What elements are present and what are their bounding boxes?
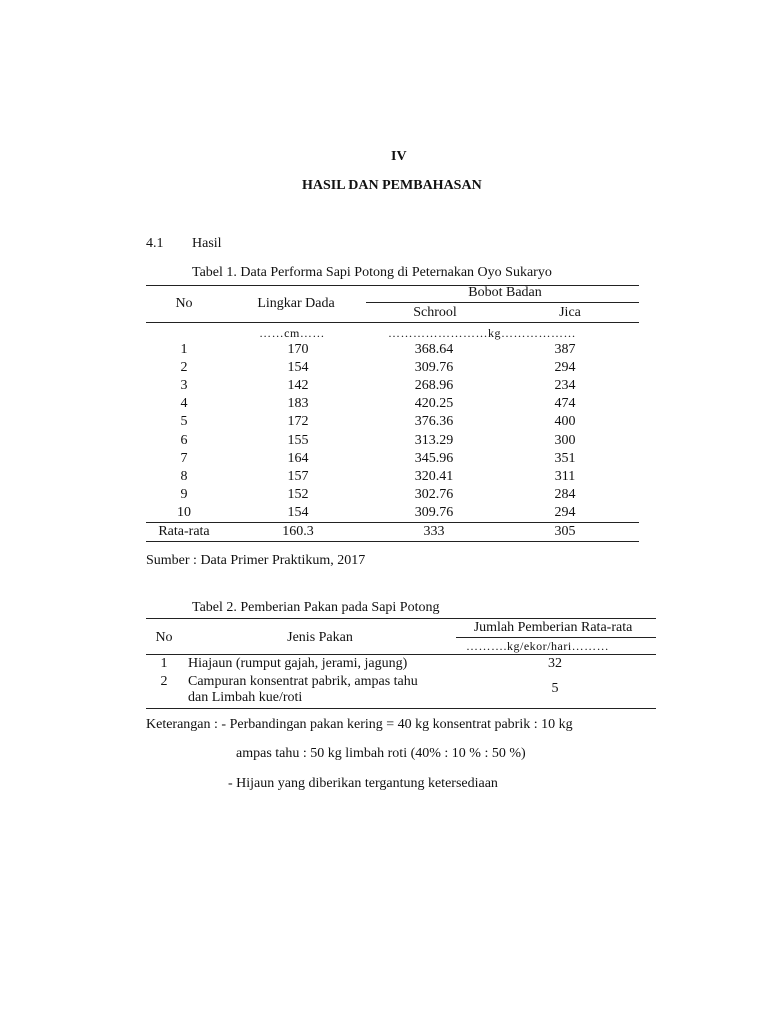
table-1-row-5-no: 5: [180, 414, 188, 429]
table-1-average-label: Rata-rata: [158, 524, 210, 539]
table-1-row-10-schrool: 309.76: [414, 505, 454, 520]
table-1-average-jica: 305: [554, 524, 576, 539]
table-1-header-bobot: Bobot Badan: [468, 285, 542, 300]
table-2-row-1-jenis: Hiajaun (rumput gajah, jerami, jagung): [188, 656, 408, 671]
table-2-row-1-value: 32: [548, 656, 562, 671]
table-2-header-rule: [146, 654, 656, 655]
table-1-header-rule: [146, 322, 639, 323]
table-1-unit-kg: ……………………kg………………: [388, 326, 576, 340]
table-1-row-1-lingkar: 170: [287, 342, 309, 357]
table-1-source: Sumber : Data Primer Praktikum, 2017: [146, 553, 366, 568]
table-2-header-no: No: [155, 630, 173, 645]
section-number: 4.1: [146, 236, 164, 251]
table-2-row-2-no: 2: [160, 674, 168, 689]
table-1-row-6-lingkar: 155: [287, 433, 309, 448]
table-1-row-2-schrool: 309.76: [414, 360, 454, 375]
table-1-row-7-no: 7: [180, 451, 188, 466]
table-2-row-2-value: 5: [551, 681, 559, 696]
table-1-average-schrool: 333: [423, 524, 445, 539]
table-2-header-unit: ……….kg/ekor/hari………: [466, 639, 610, 653]
table-1-row-7-jica: 351: [554, 451, 576, 466]
table-1-bobot-rule: [366, 302, 639, 303]
notes-line-2: ampas tahu : 50 kg limbah roti (40% : 10 % : 50 %): [236, 746, 526, 761]
table-1-row-8-no: 8: [180, 469, 188, 484]
table-1-header-schrool: Schrool: [413, 305, 457, 320]
table-1-row-1-schrool: 368.64: [414, 342, 454, 357]
table-1-row-8-schrool: 320.41: [414, 469, 454, 484]
table-1-unit-cm: ……cm……: [259, 326, 325, 340]
table-1-row-8-jica: 311: [554, 469, 576, 484]
table-1-row-9-lingkar: 152: [287, 487, 309, 502]
section-title: Hasil: [192, 236, 222, 251]
table-1-row-6-no: 6: [180, 433, 188, 448]
table-1-row-4-schrool: 420.25: [414, 396, 454, 411]
table-1-row-4-jica: 474: [554, 396, 576, 411]
table-2-caption: Tabel 2. Pemberian Pakan pada Sapi Potong: [192, 600, 440, 615]
table-1-row-5-schrool: 376.36: [414, 414, 454, 429]
table-1-average-lingkar: 160.3: [282, 524, 314, 539]
table-1-bottom-rule: [146, 541, 639, 542]
table-1-row-10-jica: 294: [554, 505, 576, 520]
table-1-row-1-no: 1: [180, 342, 188, 357]
table-1-header-lingkar: Lingkar Dada: [257, 296, 335, 311]
notes-line-1: Keterangan : - Perbandingan pakan kering = 40 kg konsentrat pabrik : 10 kg: [146, 717, 573, 732]
table-1-row-2-lingkar: 154: [287, 360, 309, 375]
table-1-row-2-no: 2: [180, 360, 188, 375]
table-1-average-rule: [146, 522, 639, 523]
table-1-row-10-lingkar: 154: [287, 505, 309, 520]
table-1-header-no: No: [175, 296, 193, 311]
table-1-row-9-no: 9: [180, 487, 188, 502]
table-2-top-rule: [146, 618, 656, 619]
table-1-row-7-lingkar: 164: [287, 451, 309, 466]
table-1-row-8-lingkar: 157: [287, 469, 309, 484]
table-2-bottom-rule: [146, 708, 656, 709]
table-1-row-4-no: 4: [180, 396, 188, 411]
table-1-row-3-lingkar: 142: [287, 378, 309, 393]
table-2-header-jenis: Jenis Pakan: [287, 630, 353, 645]
table-1-row-10-no: 10: [177, 505, 191, 520]
chapter-number: IV: [391, 149, 407, 164]
table-2-row-2-jenis: Campuran konsentrat pabrik, ampas tahu: [188, 674, 418, 689]
table-1-row-3-jica: 234: [554, 378, 576, 393]
chapter-title: HASIL DAN PEMBAHASAN: [302, 178, 482, 193]
table-2-row-1-no: 1: [160, 656, 168, 671]
table-1-row-7-schrool: 345.96: [414, 451, 454, 466]
table-2-header-jumlah: Jumlah Pemberian Rata-rata: [473, 620, 633, 635]
table-1-row-9-schrool: 302.76: [414, 487, 454, 502]
table-1-row-3-no: 3: [180, 378, 188, 393]
table-1-header-jica: Jica: [559, 305, 581, 320]
table-1-row-6-jica: 300: [554, 433, 576, 448]
table-1-caption: Tabel 1. Data Performa Sapi Potong di Peternakan Oyo Sukaryo: [192, 265, 552, 280]
table-1-row-4-lingkar: 183: [287, 396, 309, 411]
table-1-row-5-lingkar: 172: [287, 414, 309, 429]
table-2-row-2-jenis-line2: dan Limbah kue/roti: [188, 690, 303, 705]
notes-line-3: - Hijaun yang diberikan tergantung ketersediaan: [228, 776, 498, 791]
table-1-row-3-schrool: 268.96: [414, 378, 454, 393]
table-1-row-9-jica: 284: [554, 487, 576, 502]
table-1-row-1-jica: 387: [554, 342, 576, 357]
table-1-row-5-jica: 400: [554, 414, 576, 429]
table-1-row-6-schrool: 313.29: [414, 433, 454, 448]
table-1-row-2-jica: 294: [554, 360, 576, 375]
